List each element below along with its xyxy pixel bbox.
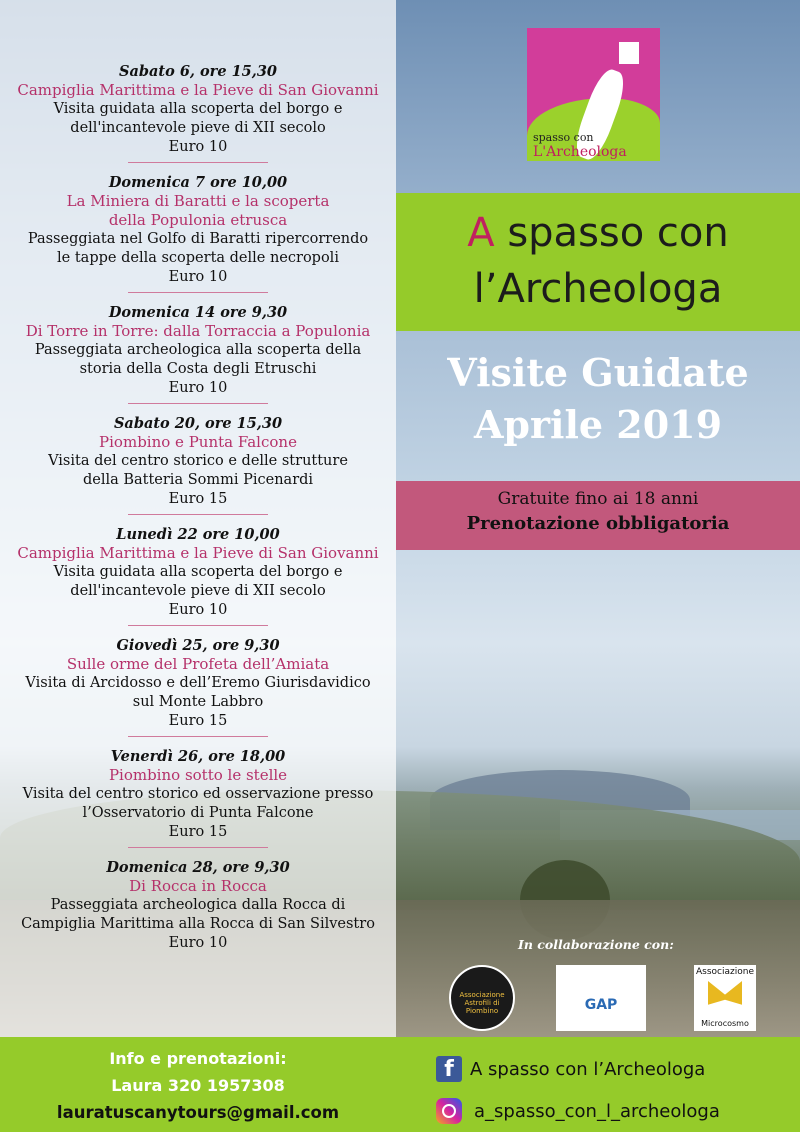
- notice-free: Gratuite fino ai 18 anni: [497, 489, 699, 509]
- instagram-label: a_spasso_con_l_archeologa: [474, 1100, 720, 1122]
- event-title: della Populonia etrusca: [108, 211, 288, 229]
- event-description: Passeggiata nel Golfo di Baratti ripercorrendo: [27, 231, 369, 247]
- facebook-link[interactable]: [436, 1056, 705, 1082]
- collab-label: In collaborazione con:: [518, 937, 674, 952]
- event-description: dell'incantevole pieve di XII secolo: [70, 120, 326, 136]
- events-list: [0, 62, 396, 963]
- event-date: Domenica 28, ore 9,30: [106, 859, 290, 876]
- event-title: Campiglia Marittima e la Pieve di San Giovanni: [17, 544, 379, 562]
- event-divider: [128, 847, 268, 848]
- event-date: Venerdì 26, ore 18,00: [110, 748, 286, 765]
- logo-text: [533, 131, 658, 160]
- event-divider: [128, 292, 268, 293]
- event-item: [0, 62, 396, 163]
- event-price: Euro 15: [168, 824, 228, 840]
- event-date: Domenica 14 ore 9,30: [108, 304, 288, 321]
- event-description: Passeggiata archeologica dalla Rocca di: [50, 897, 346, 913]
- event-description: storia della Costa degli Etruschi: [79, 361, 317, 377]
- event-title: Piombino sotto le stelle: [108, 766, 288, 784]
- event-price: Euro 10: [168, 269, 228, 285]
- event-item: [0, 858, 396, 953]
- notice-band: [396, 481, 800, 550]
- event-description: Visita di Arcidosso e dell’Eremo Giurisdavidico: [25, 675, 371, 691]
- event-description: della Batteria Sommi Picenardi: [82, 472, 314, 488]
- event-description: le tappe della scoperta delle necropoli: [57, 250, 339, 266]
- contact-phone[interactable]: Laura 320 1957308: [111, 1076, 285, 1095]
- event-description: Visita guidata alla scoperta del borgo e: [53, 564, 343, 580]
- contact-email[interactable]: lauratuscanytours@gmail.com: [56, 1103, 340, 1122]
- facebook-icon: f: [436, 1056, 462, 1082]
- title-line1: spasso con: [494, 210, 729, 256]
- event-date: Sabato 20, ore 15,30: [113, 415, 283, 432]
- event-description: Campiglia Marittima alla Rocca di San Silvestro: [21, 916, 375, 932]
- subtitle: [396, 347, 800, 451]
- event-description: Visita guidata alla scoperta del borgo e: [53, 101, 343, 117]
- event-description: sul Monte Labbro: [132, 694, 264, 710]
- event-price: Euro 10: [168, 139, 228, 155]
- contact-info: [0, 1045, 396, 1126]
- event-date: Domenica 7 ore 10,00: [108, 174, 288, 191]
- event-item: [0, 303, 396, 404]
- event-item: [0, 525, 396, 626]
- event-item: [0, 173, 396, 293]
- event-price: Euro 10: [168, 380, 228, 396]
- event-title: Campiglia Marittima e la Pieve di San Giovanni: [17, 81, 379, 99]
- event-divider: [128, 514, 268, 515]
- partner-logo-microcosmo: [694, 965, 756, 1031]
- event-date: Sabato 6, ore 15,30: [119, 63, 277, 80]
- logo-small-text: spasso con: [533, 131, 594, 144]
- partner-microcosmo-top: Associazione: [696, 967, 754, 977]
- instagram-icon: [436, 1098, 462, 1124]
- butterfly-icon: [708, 981, 742, 1015]
- subtitle-line1: Visite Guidate: [447, 350, 749, 395]
- event-price: Euro 10: [168, 935, 228, 951]
- logo-big-text: L'Archeologa: [533, 144, 627, 160]
- event-item: [0, 747, 396, 848]
- instagram-link[interactable]: [436, 1098, 720, 1124]
- event-description: Visita del centro storico e delle strutture: [48, 453, 348, 469]
- event-item: [0, 414, 396, 515]
- logo: [527, 28, 660, 161]
- title-line2: l’Archeologa: [473, 266, 723, 312]
- event-title: Di Torre in Torre: dalla Torraccia a Populonia: [25, 322, 371, 340]
- event-title: La Miniera di Baratti e la scoperta: [66, 192, 330, 210]
- event-divider: [128, 403, 268, 404]
- facebook-label: A spasso con l’Archeologa: [470, 1058, 706, 1080]
- subtitle-line2: Aprile 2019: [473, 402, 723, 447]
- event-date: Lunedì 22 ore 10,00: [116, 526, 280, 543]
- title-accent: A: [467, 210, 495, 256]
- event-price: Euro 10: [168, 602, 228, 618]
- event-price: Euro 15: [168, 491, 228, 507]
- partner-gap-text: GAP: [584, 997, 618, 1013]
- partner-logo-gap: [556, 965, 646, 1031]
- event-item: [0, 636, 396, 737]
- event-description: dell'incantevole pieve di XII secolo: [70, 583, 326, 599]
- event-title: Piombino e Punta Falcone: [99, 433, 297, 451]
- partner-microcosmo-bottom: Microcosmo: [701, 1019, 749, 1028]
- event-description: Passeggiata archeologica alla scoperta della: [34, 342, 362, 358]
- event-divider: [128, 625, 268, 626]
- event-divider: [128, 162, 268, 163]
- logo-castle-icon: [619, 42, 639, 64]
- partner-astrofili-text: Associazione Astrofili di Piombino: [459, 991, 505, 1015]
- event-price: Euro 15: [168, 713, 228, 729]
- event-divider: [128, 736, 268, 737]
- event-date: Giovedì 25, ore 9,30: [116, 637, 280, 654]
- event-title: Di Rocca in Rocca: [129, 877, 267, 895]
- contact-heading: Info e prenotazioni:: [109, 1049, 287, 1068]
- partner-logo-astrofili: [449, 965, 515, 1031]
- event-description: Visita del centro storico ed osservazione presso: [22, 786, 374, 802]
- notice-booking: Prenotazione obbligatoria: [466, 513, 730, 534]
- main-title: [396, 205, 800, 317]
- event-title: Sulle orme del Profeta dell’Amiata: [66, 655, 330, 673]
- event-description: l’Osservatorio di Punta Falcone: [82, 805, 314, 821]
